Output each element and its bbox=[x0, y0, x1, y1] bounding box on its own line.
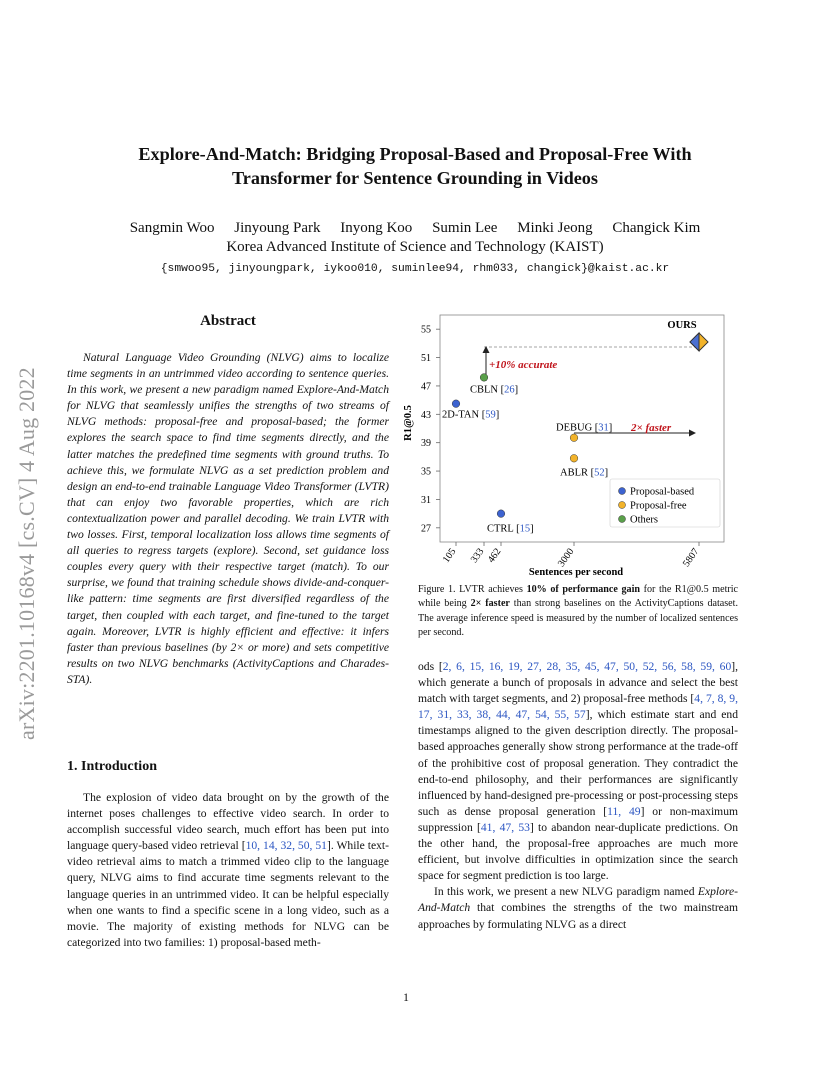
point-label-ctrl: CTRL [15] bbox=[487, 523, 534, 535]
x-axis-ticks bbox=[441, 542, 702, 569]
y-axis-ticks bbox=[421, 325, 440, 535]
author-name: Sumin Lee bbox=[432, 220, 498, 236]
x-tick-label: 462 bbox=[485, 546, 504, 566]
x-tick-label: 3000 bbox=[555, 546, 577, 570]
data-point-debug bbox=[570, 434, 578, 442]
legend-marker bbox=[619, 516, 626, 523]
author-name: Sangmin Woo bbox=[129, 220, 215, 236]
point-label-ours: OURS bbox=[667, 319, 697, 331]
legend-label: Proposal-based bbox=[630, 486, 695, 498]
text-run: In this work, we present a new NLVG paradigm named bbox=[434, 885, 698, 899]
y-tick-label: 31 bbox=[421, 494, 431, 506]
emphasis: Explore-And-Match bbox=[418, 885, 738, 915]
paragraph bbox=[418, 884, 738, 932]
y-tick-label: 35 bbox=[421, 466, 431, 478]
x-tick-label: 5807 bbox=[680, 546, 702, 570]
emphasis: 10% of performance gain bbox=[526, 584, 640, 595]
data-point-cbln bbox=[480, 374, 488, 382]
text-run: than strong baselines on the ActivityCaptions dataset. The average inference speed is measured by the number of localized sentences per second. bbox=[418, 598, 738, 639]
accuracy-arrowhead bbox=[483, 346, 490, 353]
text-run: The explosion of video data brought on by the growth of the internet poses challenges to effective video search. In order to accomplish successful video search, much effort has been put into language query-based video retrieval [ bbox=[67, 791, 389, 853]
y-tick-label: 39 bbox=[421, 438, 431, 450]
paper-title bbox=[60, 142, 770, 190]
point-label-ablr: ABLR [52] bbox=[560, 467, 609, 479]
author-name: Minki Jeong bbox=[517, 220, 593, 236]
x-axis-label: Sentences per second bbox=[528, 567, 624, 578]
legend-label: Proposal-free bbox=[630, 500, 687, 512]
right-column-text bbox=[418, 659, 738, 933]
author-name: Jinyoung Park bbox=[234, 220, 321, 236]
text-run: for the R1@0.5 metric while being bbox=[418, 584, 739, 610]
point-label-2d-tan: 2D-TAN [59] bbox=[442, 409, 500, 421]
text-run: ] to abandon near-duplicate predictions. On the other hand, the proposal-free approaches are much more efficient, but involve difficulties in optimization since the search space for segment prediction is too large. bbox=[418, 820, 738, 883]
legend-marker bbox=[619, 488, 626, 495]
emphasis: 2× faster bbox=[470, 598, 510, 610]
page-number: 1 bbox=[403, 990, 409, 1004]
paragraph bbox=[418, 659, 738, 884]
y-tick-label: 55 bbox=[421, 324, 431, 336]
y-tick-label: 43 bbox=[421, 409, 431, 421]
introduction-text bbox=[67, 790, 389, 951]
author-name: Inyong Koo bbox=[340, 220, 413, 236]
title-line-2: Transformer for Sentence Grounding in Videos bbox=[232, 168, 598, 188]
figure-caption bbox=[418, 583, 738, 641]
x-tick-label: 105 bbox=[440, 546, 459, 566]
section-heading-introduction: 1. Introduction bbox=[67, 759, 157, 774]
text-run: that combines the strengths of the two mainstream approaches by formulating NLVG as a direct bbox=[418, 901, 738, 931]
data-point-ctrl bbox=[497, 510, 505, 518]
title-line-1: Explore-And-Match: Bridging Proposal-Based and Proposal-Free With bbox=[138, 144, 692, 164]
citation-link[interactable]: 4, 7, 8, 9, 17, 31, 33, 38, 44, 47, 54, 55, 57 bbox=[418, 692, 738, 722]
citation-link[interactable]: 10, 14, 32, 50, 51 bbox=[245, 839, 327, 853]
x-tick-label: 333 bbox=[468, 546, 487, 566]
author-list bbox=[60, 219, 770, 238]
abstract-heading: Abstract bbox=[200, 313, 256, 329]
point-label-cbln: CBLN [26] bbox=[470, 384, 519, 396]
text-run: ], which estimate start and end timestamps aligned to the given description directly. The proposal-based approaches generally show strong performance at the trade-off of the prohibitive cost of proposal generation. They contradict the end-to-end philosophy, and their performances are significantly influenced by hand-designed pre-processing or post-processing steps such as dense proposal generation [ bbox=[418, 708, 738, 818]
point-label-debug: DEBUG [31] bbox=[556, 422, 613, 434]
arxiv-identifier-stamp: arXiv:2201.10168v4 [cs.CV] 4 Aug 2022 bbox=[14, 367, 39, 740]
text-run: ] or non-maximum suppression [ bbox=[418, 804, 739, 834]
author-emails: {smwoo95, jinyoungpark, iykoo010, suminlee94, rhm033, changick}@kaist.ac.kr bbox=[160, 263, 670, 275]
y-axis-label: R1@0.5 bbox=[403, 405, 414, 441]
text-run: ods [ bbox=[418, 660, 443, 673]
legend bbox=[610, 479, 720, 527]
data-point-2d-tan bbox=[452, 400, 460, 408]
speed-arrowhead bbox=[689, 430, 696, 437]
citation-link[interactable]: 2, 6, 15, 16, 19, 27, 28, 35, 45, 47, 50, 52, 56, 58, 59, 60 bbox=[442, 660, 732, 673]
accuracy-annotation: +10% accurate bbox=[489, 359, 558, 371]
ours-marker-blue bbox=[690, 333, 699, 351]
y-tick-label: 51 bbox=[421, 353, 431, 365]
performance-vs-speed-chart bbox=[398, 307, 734, 579]
citation-link[interactable]: 41, 47, 53 bbox=[480, 820, 530, 834]
data-point-ablr bbox=[570, 454, 578, 462]
speed-annotation: 2× faster bbox=[631, 422, 672, 434]
legend-label: Others bbox=[630, 514, 658, 526]
y-tick-label: 27 bbox=[421, 523, 431, 535]
text-run: ]. While text-video retrieval aims to match a trimmed video clip to the language query, NLVG aims to find accurate time segments relevant to the language queries in an untrimmed video. It can be helpful especially when one wants to find a specific scene in a long video, such as a movie. The majority of existing methods for NLVG can be categorized into two families: 1) proposal-based meth- bbox=[67, 839, 390, 949]
author-name: Changick Kim bbox=[612, 220, 701, 236]
text-run: LVTR achieves bbox=[455, 584, 527, 595]
figure-label: Figure 1. bbox=[418, 584, 456, 595]
affiliation: Korea Advanced Institute of Science and Technology (KAIST) bbox=[226, 239, 604, 255]
legend-marker bbox=[619, 502, 626, 509]
y-tick-label: 47 bbox=[421, 381, 431, 393]
text-run: ], which generate a bunch of proposals in advance and select the best match with target segments, and 2) proposal-free methods [ bbox=[418, 660, 738, 706]
citation-link[interactable]: 11, 49 bbox=[607, 804, 641, 818]
abstract-text: Natural Language Video Grounding (NLVG) aims to localize time segments in an untrimmed video according to sentence queries. In this work, we present a new paradigm named Explore-And-Match for NLVG that seamlessly unifies the strengths of two streams of NLVG methods: proposal-free and proposal-based; the former explores the search space to find time segments directly, and the latter matches the predefined time segments with ground truths. To achieve this, we formulate NLVG as a set prediction problem and design an end-to-end trainable Language Video Transformer (LVTR) that can enjoy two favorable properties, which are rich contextualization power and parallel decoding. We train LVTR with two losses. First, temporal localization loss allows time segments of all queries to regress targets (explore). Second, set guidance loss couples every query with their respective target (match). To our surprise, we found that training schedule shows divide-and-conquer-like pattern: time segments are first diversified regardless of the target, then coupled with each target, and fine-tuned to the target again. Moreover, LVTR is highly efficient and effective: it infers faster than previous baselines (by 2× or more) and sets competitive results on two NLVG benchmarks (ActivityCaptions and Charades-STA). bbox=[67, 351, 389, 686]
